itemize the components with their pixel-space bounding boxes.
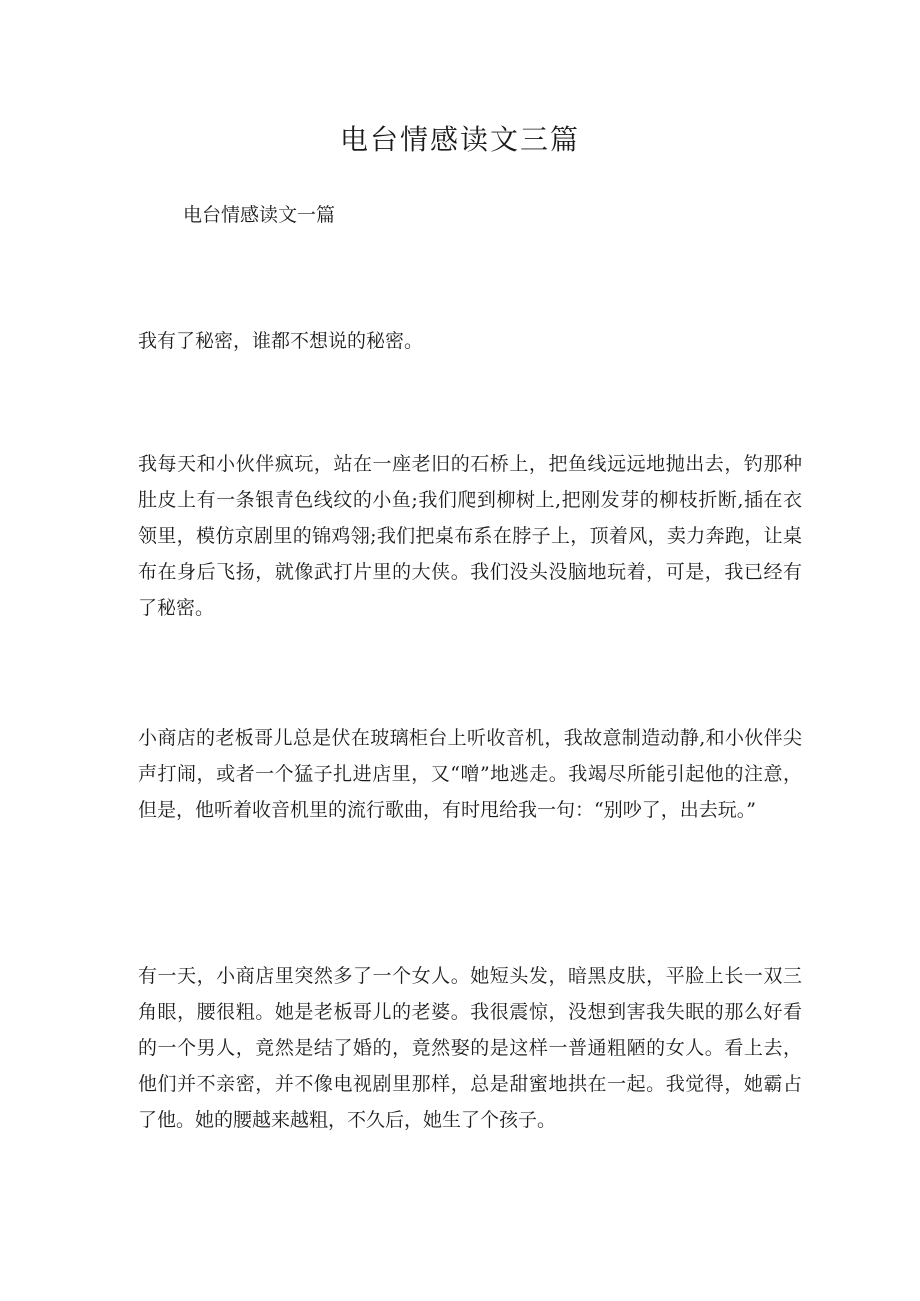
paragraph-2: 我每天和小伙伴疯玩，站在一座老旧的石桥上，把鱼线远远地抛出去，钓那种肚皮上有一条银青色线纹的小鱼;我们爬到柳树上,把刚发芽的柳枝折断,插在衣领里，模仿京剧里的锦鸡翎;我们把桌布系在脖子上，顶着风，卖力奔跑，让桌布在身后飞扬，就像武打片里的大侠。我们没头没脑地玩着，可是，我已经有了秘密。: [138, 453, 802, 619]
paragraph-4: 有一天，小商店里突然多了一个女人。她短头发，暗黑皮肤，平脸上长一双三角眼，腰很粗。她是老板哥儿的老婆。我很震惊，没想到害我失眠的那么好看的一个男人，竟然是结了婚的，竟然娶的是这样一普通粗陋的女人。看上去，他们并不亲密，并不像电视剧里那样，总是甜蜜地拱在一起。我觉得，她霸占了他。她的腰越来越粗，不久后，她生了个孩子。: [138, 965, 802, 1131]
paragraph-3: 小商店的老板哥儿总是伏在玻璃柜台上听收音机，我故意制造动静,和小伙伴尖声打闹，或者一个猛子扎进店里，又“噌”地逃走。我竭尽所能引起他的注意，但是，他听着收音机里的流行歌曲，有时甩给我一句：“别吵了，出去玩。”: [138, 727, 802, 821]
document-title: 电台情感读文三篇: [339, 123, 580, 156]
paragraph-1: 我有了秘密，谁都不想说的秘密。: [138, 330, 424, 352]
section-heading: 电台情感读文一篇: [183, 204, 336, 226]
